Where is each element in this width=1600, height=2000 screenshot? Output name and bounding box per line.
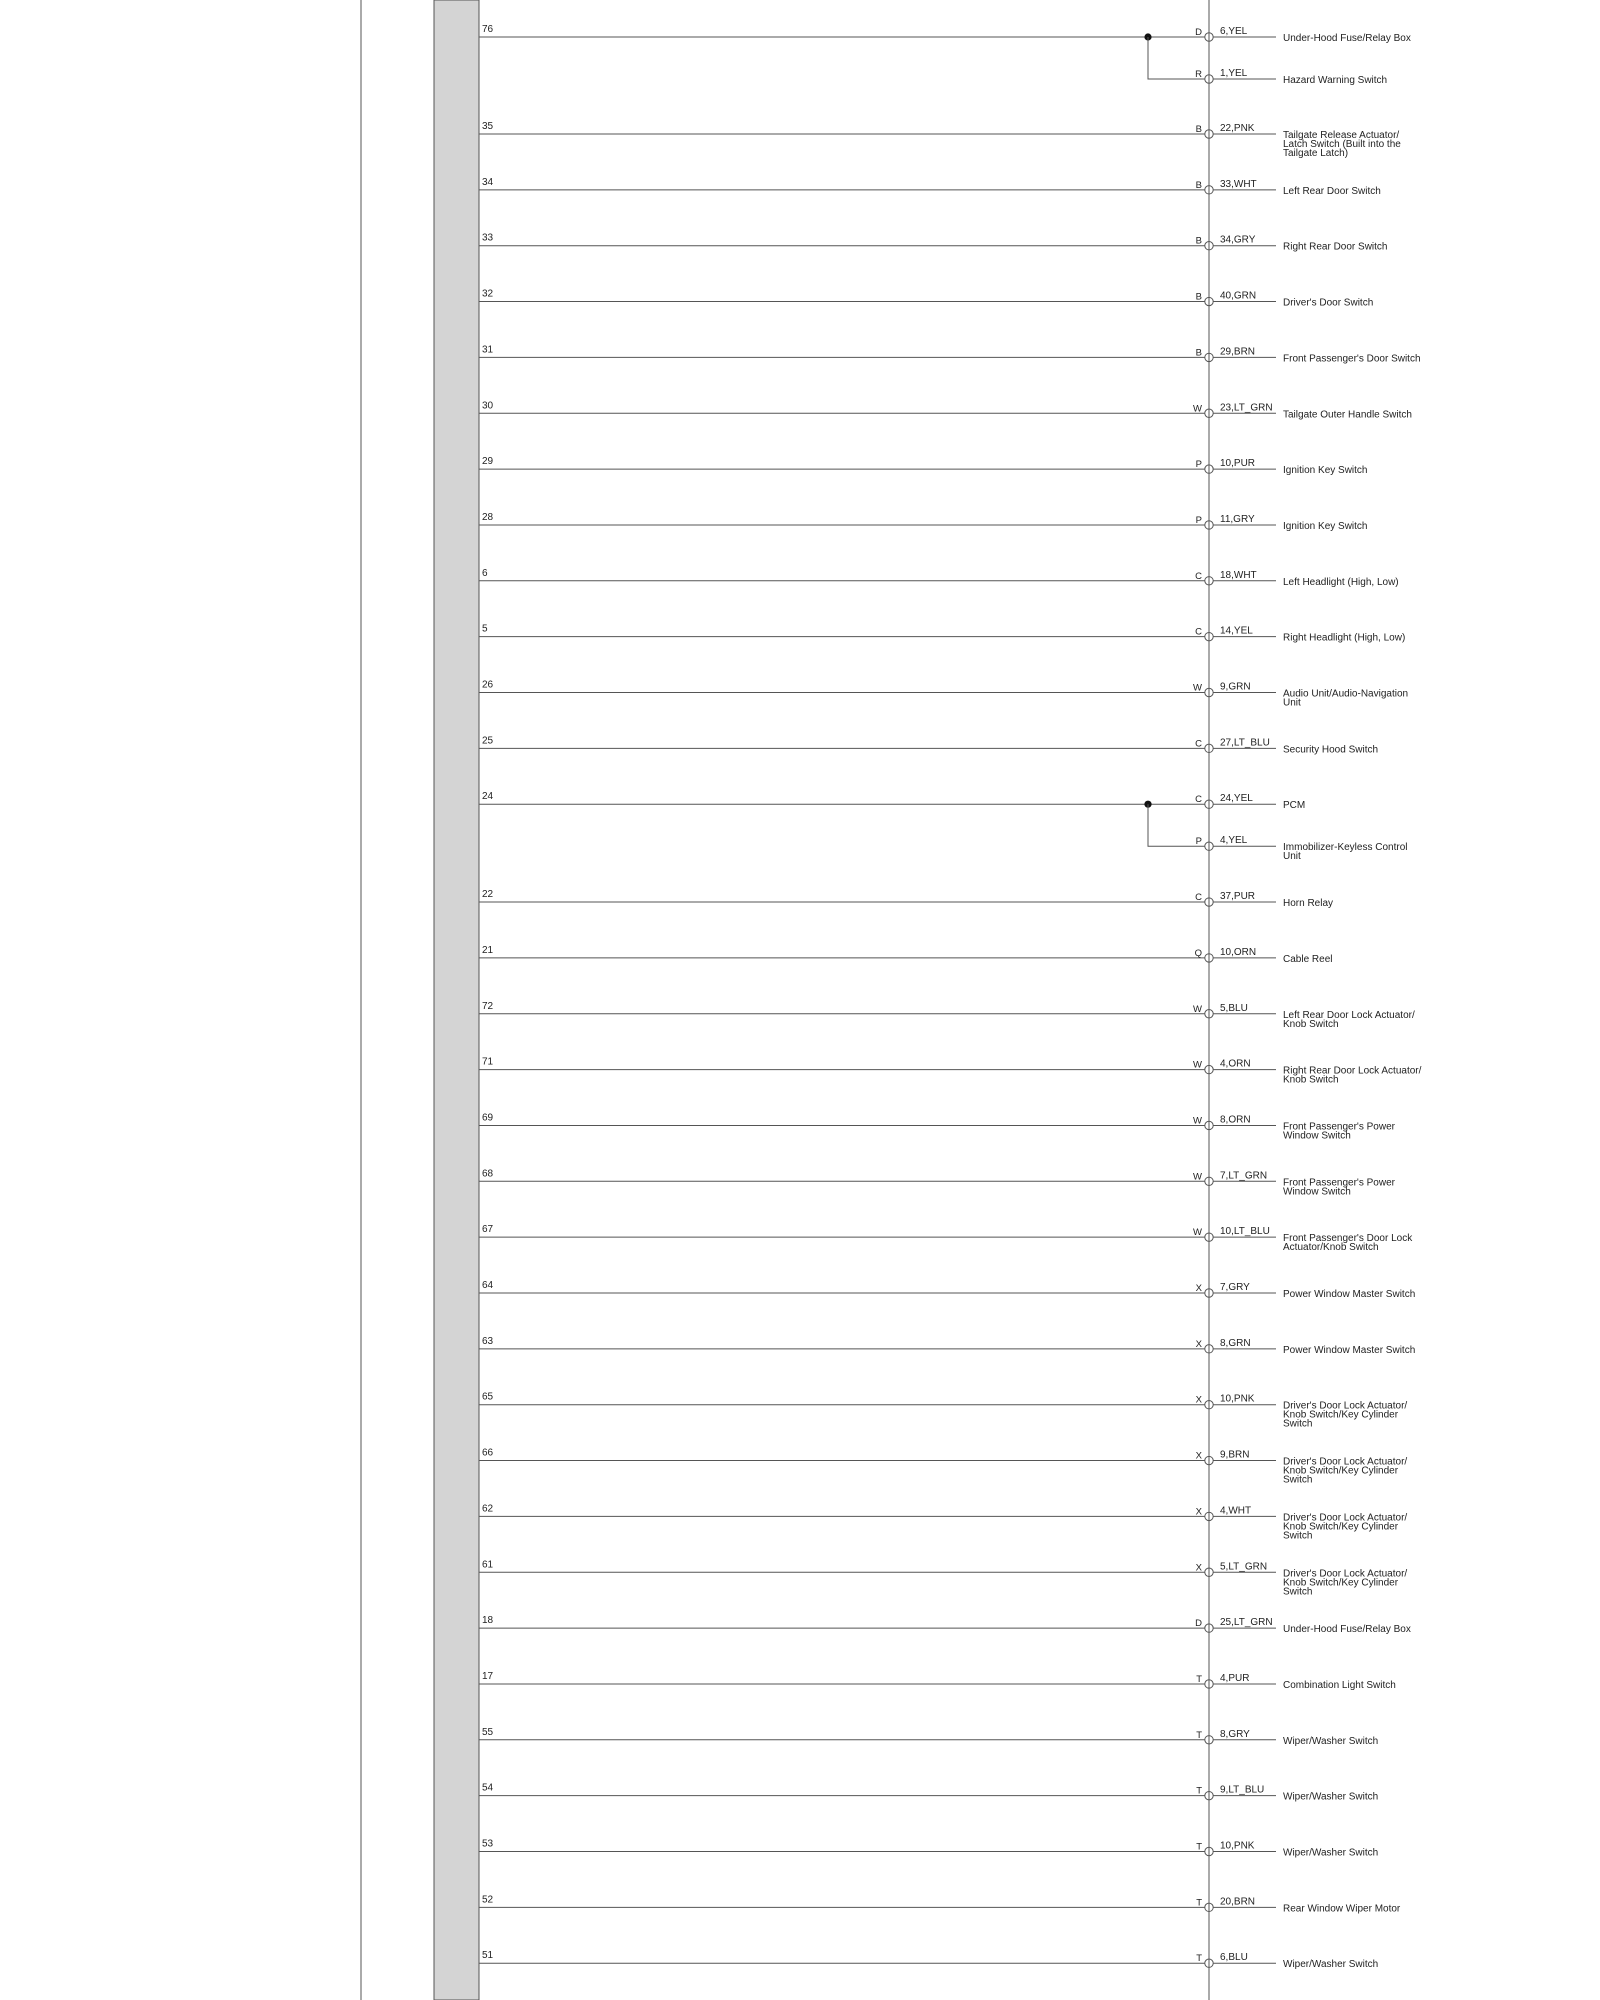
component-name: Knob Switch/Key Cylinder: [1283, 1409, 1399, 1421]
pin-number: 31: [482, 344, 494, 356]
component-name: Switch: [1283, 1418, 1313, 1430]
pin-number: 17: [482, 1670, 494, 1682]
component-name: Driver's Door Lock Actuator/: [1283, 1568, 1408, 1580]
component-name: Power Window Master Switch: [1283, 1289, 1416, 1300]
connector-letter: B: [1195, 179, 1202, 191]
wire-row: [479, 1168, 1396, 1197]
component-name: Security Hood Switch: [1283, 744, 1379, 756]
pin-number: 63: [482, 1335, 494, 1347]
wire-code: 18,WHT: [1220, 569, 1257, 581]
wire-row: [479, 1559, 1407, 1597]
wire-code: 29,BRN: [1220, 346, 1256, 358]
connector-letter: R: [1195, 69, 1202, 80]
component-name: Hazard Warning Switch: [1283, 75, 1388, 86]
component-name: PCM: [1283, 800, 1306, 812]
wire-code: 8,GRN: [1220, 1337, 1251, 1349]
component-name: Wiper/Washer Switch: [1283, 1791, 1379, 1803]
wire-code: 4,YEL: [1220, 835, 1248, 847]
component-name: Switch: [1283, 1474, 1313, 1486]
pin-number: 54: [482, 1782, 494, 1794]
wire-row: [479, 1057, 1422, 1086]
wire-code: 8,ORN: [1220, 1114, 1251, 1126]
pin-number: 55: [482, 1726, 494, 1738]
connector-letter: T: [1196, 1897, 1202, 1909]
connector-letter: P: [1195, 836, 1202, 848]
pin-number: 33: [482, 232, 494, 244]
wire-row: [479, 1112, 1396, 1141]
component-name: Latch Switch (Built into the: [1283, 139, 1401, 150]
wire-code: 40,GRN: [1220, 290, 1257, 302]
wire-code: 10,PNK: [1220, 1840, 1255, 1852]
pin-number: 69: [482, 1112, 494, 1124]
pin-number: 22: [482, 889, 494, 901]
pin-number: 21: [482, 944, 494, 956]
component-name: Knob Switch/Key Cylinder: [1283, 1577, 1399, 1589]
connector-letter: D: [1195, 27, 1202, 38]
component-name: Cable Reel: [1283, 953, 1333, 965]
connector-letter: T: [1196, 1841, 1202, 1853]
connector-letter: T: [1196, 1673, 1202, 1685]
pin-number: 35: [482, 121, 494, 132]
component-name: Right Rear Door Switch: [1283, 241, 1388, 253]
wire-row: [479, 945, 1332, 965]
wire-row: [479, 1671, 1396, 1691]
wire-code: 9,BRN: [1220, 1449, 1250, 1461]
wire-row: [479, 344, 1421, 364]
pin-number: 32: [482, 288, 494, 300]
wire-code: 9,GRN: [1220, 681, 1251, 693]
wire-row: [479, 791, 1305, 811]
component-name: Wiper/Washer Switch: [1283, 1959, 1379, 1971]
pin-number: 64: [482, 1280, 494, 1291]
control-unit-bar: [434, 0, 479, 2000]
component-name: Window Switch: [1283, 1186, 1351, 1198]
wire-row: [479, 680, 1408, 709]
component-name: Knob Switch/Key Cylinder: [1283, 1521, 1399, 1533]
wire-code: 5,LT_GRN: [1220, 1561, 1268, 1573]
wire-row: [479, 568, 1399, 588]
component-name: Right Rear Door Lock Actuator/: [1283, 1065, 1422, 1077]
pin-number: 65: [482, 1391, 494, 1403]
connector-letter: C: [1195, 738, 1202, 750]
connector-letter: C: [1195, 794, 1202, 806]
pin-number: 67: [482, 1224, 494, 1236]
connector-letter: Q: [1194, 947, 1202, 959]
wire-code: 11,GRY: [1220, 513, 1255, 525]
wire-row: [479, 1392, 1407, 1430]
wire-row: [479, 121, 1401, 159]
pin-number: 30: [482, 400, 494, 412]
connector-letter: T: [1196, 1729, 1202, 1741]
wire-code: 24,YEL: [1220, 793, 1253, 805]
component-name: Under-Hood Fuse/Relay Box: [1283, 33, 1411, 44]
pin-number: 5: [482, 623, 488, 635]
component-name: Knob Switch: [1283, 1018, 1339, 1030]
connector-letter: C: [1195, 570, 1202, 582]
pin-number: 52: [482, 1894, 494, 1906]
wire-row: [479, 512, 1368, 532]
wire-code: 10,ORN: [1220, 946, 1257, 958]
component-name: Driver's Door Lock Actuator/: [1283, 1400, 1408, 1412]
wire-row: [479, 1615, 1411, 1635]
wire-code: 4,WHT: [1220, 1505, 1252, 1517]
component-name: Tailgate Latch): [1283, 148, 1349, 159]
wire-row: [479, 233, 1387, 253]
pin-number: 25: [482, 735, 494, 747]
wire-row: [479, 1280, 1415, 1300]
wire-row: [479, 1503, 1407, 1541]
pin-number: 51: [482, 1950, 494, 1962]
connector-letter: C: [1195, 892, 1202, 904]
wire-row: [479, 1894, 1401, 1914]
wire-code: 9,LT_BLU: [1220, 1784, 1265, 1796]
wire-code: 4,PUR: [1220, 1672, 1250, 1684]
pin-number: 29: [482, 456, 494, 468]
connector-letter: X: [1195, 1283, 1202, 1294]
connector-letter: T: [1196, 1785, 1202, 1797]
component-name: Ignition Key Switch: [1283, 520, 1368, 532]
wire-row: [479, 1950, 1378, 1970]
component-name: Unit: [1283, 851, 1301, 863]
wire-row: [1148, 804, 1407, 862]
pin-number: 34: [482, 176, 494, 188]
wire-code: 5,BLU: [1220, 1002, 1248, 1014]
connector-letter: B: [1195, 291, 1202, 303]
pin-number: 28: [482, 511, 494, 523]
wire-code: 33,WHT: [1220, 178, 1257, 190]
connector-letter: W: [1193, 1003, 1202, 1015]
connector-letter: X: [1195, 1450, 1202, 1462]
connector-letter: W: [1193, 403, 1202, 415]
connector-letter: B: [1195, 347, 1202, 359]
wire-row: [479, 24, 1411, 44]
connector-letter: C: [1195, 626, 1202, 638]
component-name: Power Window Master Switch: [1283, 1344, 1416, 1356]
wire-row: [479, 624, 1405, 644]
wire-code: 10,PUR: [1220, 458, 1256, 470]
component-name: Switch: [1283, 1530, 1313, 1542]
pin-number: 53: [482, 1838, 494, 1850]
connector-letter: B: [1195, 124, 1202, 135]
component-name: Wiper/Washer Switch: [1283, 1847, 1379, 1859]
connector-letter: P: [1195, 459, 1202, 471]
component-name: Driver's Door Lock Actuator/: [1283, 1512, 1408, 1524]
pin-number: 24: [482, 791, 494, 803]
connector-letter: W: [1193, 682, 1202, 694]
wire-row: [479, 889, 1333, 909]
component-name: Tailgate Release Actuator/: [1283, 130, 1400, 141]
component-name: Unit: [1283, 697, 1301, 709]
wire-rows: [479, 24, 1422, 1970]
wire-row: [479, 177, 1381, 197]
component-name: Front Passenger's Power: [1283, 1177, 1395, 1189]
wire-code: 37,PUR: [1220, 891, 1256, 903]
wire-code: 1,YEL: [1220, 68, 1248, 79]
component-name: Horn Relay: [1283, 898, 1334, 910]
wire-code: 10,LT_BLU: [1220, 1226, 1270, 1238]
connector-letter: W: [1193, 1171, 1202, 1183]
component-name: Driver's Door Switch: [1283, 297, 1374, 309]
component-name: Left Rear Door Lock Actuator/: [1283, 1009, 1415, 1021]
wire-code: 4,ORN: [1220, 1058, 1251, 1070]
connector-letter: X: [1195, 1338, 1202, 1350]
connector-letter: X: [1195, 1394, 1202, 1406]
pin-number: 68: [482, 1168, 494, 1180]
component-name: Knob Switch: [1283, 1074, 1339, 1086]
component-name: Right Headlight (High, Low): [1283, 632, 1406, 644]
component-name: Front Passenger's Power: [1283, 1121, 1395, 1133]
wire-row: [479, 735, 1378, 755]
wire-code: 7,GRY: [1220, 1282, 1250, 1293]
component-name: Ignition Key Switch: [1283, 465, 1368, 477]
component-name: Combination Light Switch: [1283, 1679, 1396, 1691]
wire-row: [1148, 37, 1387, 86]
wire-code: 6,BLU: [1220, 1952, 1248, 1964]
component-name: Left Rear Door Switch: [1283, 185, 1381, 197]
component-name: Actuator/Knob Switch: [1283, 1242, 1379, 1254]
wire-row: [479, 1336, 1415, 1356]
connector-letter: X: [1195, 1562, 1202, 1574]
wire-code: 7,LT_GRN: [1220, 1170, 1268, 1182]
pin-number: 26: [482, 679, 494, 691]
wire-row: [479, 1783, 1378, 1803]
pin-number: 71: [482, 1056, 494, 1068]
component-name: Window Switch: [1283, 1130, 1351, 1142]
component-name: Audio Unit/Audio-Navigation: [1283, 688, 1409, 700]
wire-row: [479, 1727, 1378, 1747]
pin-number: 18: [482, 1615, 494, 1627]
component-name: Wiper/Washer Switch: [1283, 1735, 1379, 1747]
connector-letter: B: [1195, 235, 1202, 247]
pin-number: 66: [482, 1447, 494, 1459]
wire-code: 8,GRY: [1220, 1728, 1250, 1740]
pin-number: 61: [482, 1559, 494, 1571]
wire-code: 34,GRY: [1220, 234, 1256, 246]
component-name: Left Headlight (High, Low): [1283, 576, 1399, 588]
wire-code: 20,BRN: [1220, 1896, 1256, 1908]
wire-row: [479, 400, 1412, 420]
pin-number: 62: [482, 1503, 494, 1515]
wire-row: [479, 289, 1373, 309]
component-name: Driver's Door Lock Actuator/: [1283, 1456, 1408, 1468]
wire-code: 10,PNK: [1220, 1393, 1255, 1405]
component-name: Under-Hood Fuse/Relay Box: [1283, 1624, 1411, 1636]
wire-row: [479, 1448, 1407, 1486]
connector-letter: W: [1193, 1059, 1202, 1071]
component-name: Tailgate Outer Handle Switch: [1283, 409, 1412, 421]
connector-letter: D: [1195, 1618, 1202, 1630]
wire-row: [479, 456, 1368, 476]
connector-letter: T: [1196, 1953, 1202, 1965]
wire-row: [479, 1839, 1378, 1859]
component-name: Rear Window Wiper Motor: [1283, 1903, 1401, 1915]
wire-code: 23,LT_GRN: [1220, 402, 1273, 414]
component-name: Immobilizer-Keyless Control: [1283, 842, 1408, 854]
wire-code: 14,YEL: [1220, 625, 1253, 637]
component-name: Front Passenger's Door Lock: [1283, 1233, 1413, 1245]
connector-letter: W: [1193, 1115, 1202, 1127]
wire-code: 27,LT_BLU: [1220, 737, 1270, 749]
connector-letter: W: [1193, 1227, 1202, 1239]
wire-code: 6,YEL: [1220, 26, 1248, 37]
connector-letter: P: [1195, 514, 1202, 526]
wire-row: [479, 1001, 1415, 1030]
component-name: Front Passenger's Door Switch: [1283, 353, 1421, 365]
pin-number: 6: [482, 567, 488, 579]
wire-row: [479, 1224, 1413, 1253]
wire-code: 25,LT_GRN: [1220, 1617, 1273, 1629]
pin-number: 72: [482, 1000, 494, 1012]
component-name: Knob Switch/Key Cylinder: [1283, 1465, 1399, 1477]
connector-letter: X: [1195, 1506, 1202, 1518]
wire-code: 22,PNK: [1220, 123, 1255, 134]
component-name: Switch: [1283, 1586, 1313, 1598]
pin-number: 76: [482, 24, 494, 35]
